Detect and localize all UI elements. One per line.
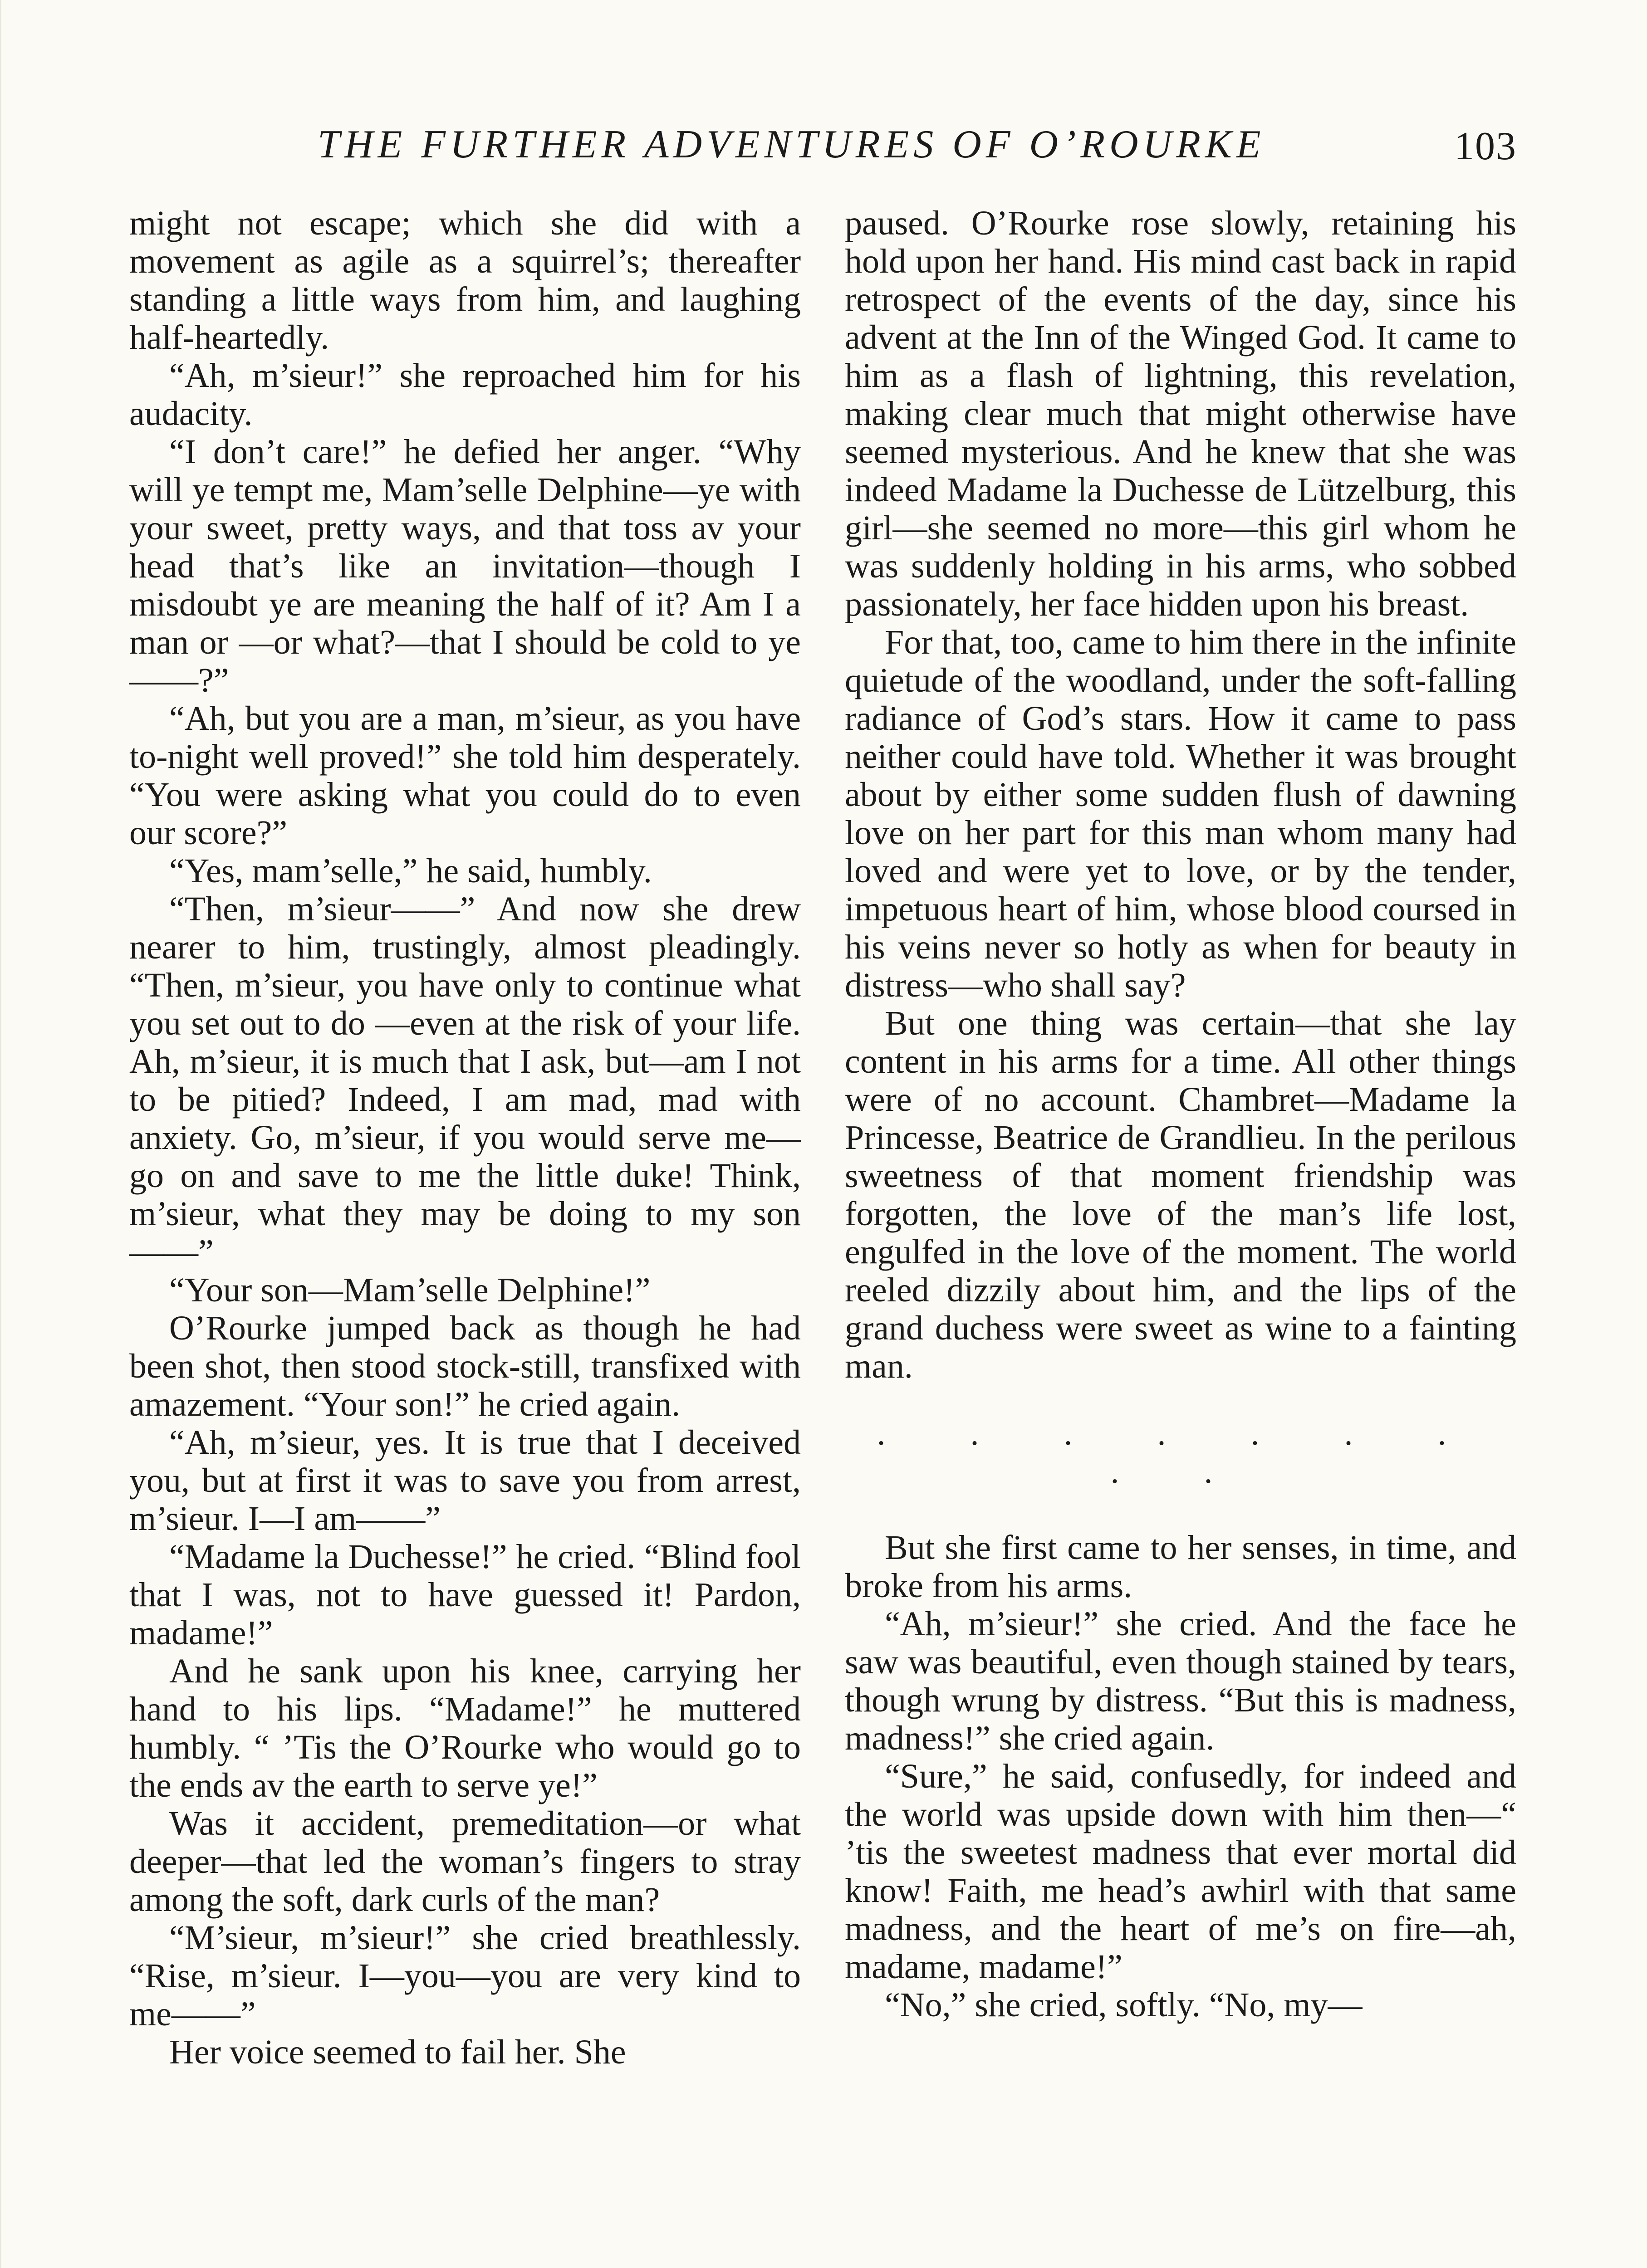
paragraph: “Sure,” he said, confusedly, for indeed and the world was upside down with him then—“ ’tis the sweetest madness that ever mortal did know! Faith, me head’s awhirl with that same madness, and the heart of me’s on fire—ah, madame, madame!”	[845, 1757, 1516, 1986]
running-title: THE FURTHER ADVENTURES OF O’ROURKE	[318, 122, 1265, 166]
paragraph: But she first came to her senses, in time, and broke from his arms.	[845, 1529, 1516, 1605]
right-column	[845, 204, 1516, 2024]
paragraph: “Ah, m’sieur!” she cried. And the face he saw was beautiful, even though stained by tears, though wrung by distress. “But this is madness, madness!” she cried again.	[845, 1605, 1516, 1757]
paragraph: But one thing was certain—that she lay content in his arms for a time. All other things were of no account. Chambret—Madame la Princesse, Beatrice de Grandlieu. In the perilous sweetness of that moment friendship was forgotten, the love of the man’s life lost, engulfed in the love of the moment. The world reeled dizzily about him, and the lips of the grand duchess were sweet as wine to a fainting man.	[845, 1004, 1516, 1385]
paragraph: O’Rourke jumped back as though he had been shot, then stood stock-still, transfixed with amazement. “Your son!” he cried again.	[129, 1309, 801, 1423]
paragraph: Her voice seemed to fail her. She	[169, 2033, 626, 2071]
paragraph: “Then, m’sieur——” And now she drew nearer to him, trustingly, almost pleadingly. “Then, m’sieur, you have only to continue what you set out to do —even at the risk of your life. Ah, m’sieur, it is much that I ask, but—am I not to be pitied? Indeed, I am mad, mad with anxiety. Go, m’sieur, if you would serve me—go on and save to me the little duke! Think, m’sieur, what they may be doing to my son——”	[129, 890, 801, 1271]
paragraph: “I don’t care!” he defied her anger. “Why will ye tempt me, Mam’selle Delphine—ye with your sweet, pretty ways, and that toss av your head that’s like an invitation—though I misdoubt ye are meaning the half of it? Am I a man or —or what?—that I should be cold to ye——?”	[129, 433, 801, 699]
paragraph: “Yes, mam’selle,” he said, humbly.	[169, 852, 652, 890]
paragraph: “Your son—Mam’selle Delphine!”	[169, 1271, 651, 1309]
paragraph: “No,” she cried, softly. “No, my—	[885, 1986, 1363, 2024]
paragraph: Was it accident, premeditation—or what deeper—that led the woman’s fingers to stray among the soft, dark curls of the man?	[129, 1804, 801, 1919]
paragraph: might not escape; which she did with a movement as agile as a squirrel’s; thereafter standing a little ways from him, and laughing half-heartedly.	[129, 204, 801, 357]
paragraph: “Ah, but you are a man, m’sieur, as you have to-night well proved!” she told him desperately. “You were asking what you could do to even our score?”	[129, 699, 801, 852]
page-number: 103	[1454, 124, 1517, 168]
paragraph: “Madame la Duchesse!” he cried. “Blind fool that I was, not to have guessed it! Pardon, madame!”	[129, 1538, 801, 1652]
paragraph: “M’sieur, m’sieur!” she cried breathlessly. “Rise, m’sieur. I—you—you are very kind to me——”	[129, 1919, 801, 2033]
paragraph: paused. O’Rourke rose slowly, retaining his hold upon her hand. His mind cast back in rapid retrospect of the events of the day, since his advent at the Inn of the Winged God. It came to him as a flash of lightning, this revelation, making clear much that might otherwise have seemed mysterious. And he knew that she was indeed Madame la Duchesse de Lützelburg, this girl—she seemed no more—this girl whom he was suddenly holding in his arms, who sobbed passionately, her face hidden upon his breast.	[845, 204, 1516, 623]
paragraph: “Ah, m’sieur, yes. It is true that I deceived you, but at first it was to save you from arrest, m’sieur. I—I am——”	[129, 1423, 801, 1538]
running-header	[0, 122, 1647, 171]
paragraph: For that, too, came to him there in the infinite quietude of the woodland, under the soft-falling radiance of God’s stars. How it came to pass neither could have told. Whether it was brought about by either some sudden flush of dawning love on her part for this man whom many had loved and were yet to love, or by the tender, impetuous heart of him, whose blood coursed in his veins never so hotly as when for beauty in distress—who shall say?	[845, 623, 1516, 1004]
paragraph: And he sank upon his knee, carrying her hand to his lips. “Madame!” he muttered humbly. “ ’Tis the O’Rourke who would go to the ends av the earth to serve ye!”	[129, 1652, 801, 1804]
left-column	[129, 204, 801, 2071]
section-break: . . . . . . . . .	[877, 1414, 1485, 1491]
paragraph: “Ah, m’sieur!” she reproached him for his audacity.	[129, 357, 801, 433]
